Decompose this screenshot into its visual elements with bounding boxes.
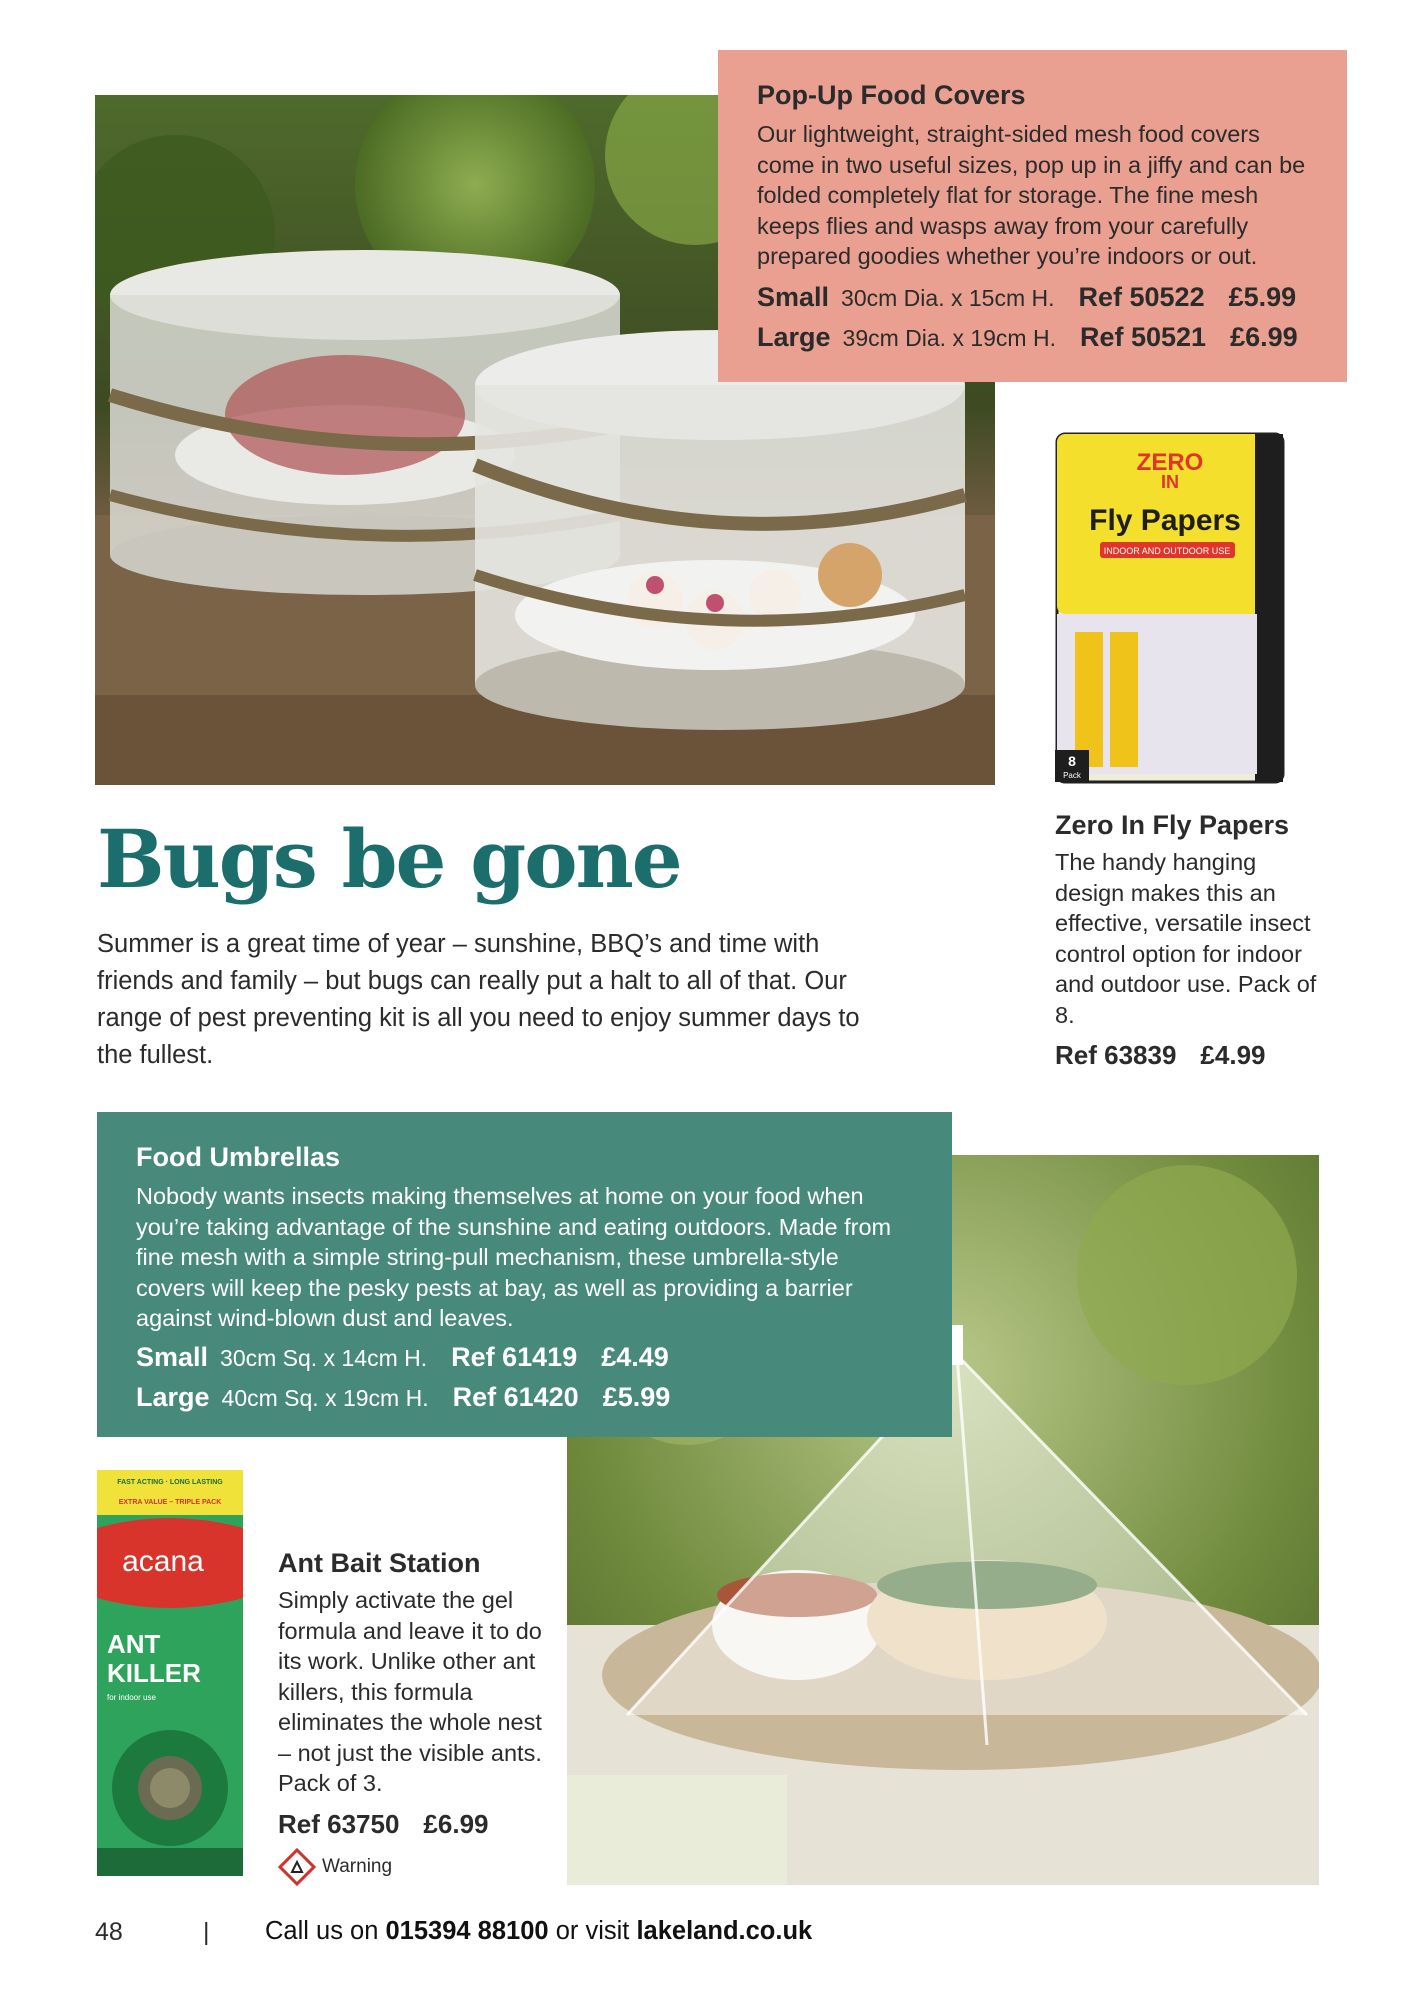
product-price: £6.99 (423, 1808, 489, 1839)
product-price: £4.49 (601, 1341, 669, 1372)
warning-label: Warning (322, 1855, 393, 1877)
size-dimensions: 39cm Dia. x 19cm H. (842, 324, 1056, 351)
food-umbrellas-size-row-large (136, 1378, 914, 1418)
page-heading: Bugs be gone (97, 812, 681, 906)
popup-covers-size-row-small (757, 278, 1309, 318)
ant-killer-brand: acana (122, 1545, 204, 1578)
popup-covers-info-box (718, 50, 1347, 382)
product-ref: Ref 61419 (451, 1341, 578, 1372)
footer-phone-number[interactable]: 015394 88100 (385, 1917, 549, 1945)
size-dimensions: 30cm Dia. x 15cm H. (841, 284, 1055, 311)
intro-paragraph: Summer is a great time of year – sunshine, BBQ’s and time with friends and family – but bugs can really put a halt to all of that. Our range of pest preventing kit is all you need to enjoy summer days to the fullest. (97, 930, 860, 1069)
size-label: Small (757, 281, 830, 312)
fly-papers-brand-bottom: IN (1161, 472, 1179, 492)
warning-notice (278, 1848, 558, 1886)
product-price: £4.99 (1200, 1040, 1266, 1070)
popup-covers-title: Pop-Up Food Covers (757, 80, 1026, 110)
product-ref: Ref 50522 (1078, 281, 1205, 312)
food-umbrellas-size-row-small (136, 1338, 914, 1378)
product-ref: Ref 50521 (1079, 321, 1207, 352)
product-price: £5.99 (1228, 281, 1297, 312)
fly-papers-description: The handy hanging design makes this an effective, versatile insect control option for indoor and outdoor use. Pack of 8. (1055, 849, 1317, 1028)
ant-killer-name-line1: ANT (107, 1629, 161, 1659)
product-ref: Ref 61420 (452, 1381, 579, 1412)
ant-killer-sub: for indoor use (107, 1693, 156, 1702)
page-number: 48 (95, 1918, 123, 1946)
size-label: Small (136, 1341, 209, 1372)
product-ref: Ref 63839 (1055, 1040, 1177, 1070)
fly-papers-package-tag: INDOOR AND OUTDOOR USE (1103, 546, 1231, 556)
fly-papers-pack-unit: Pack (1063, 771, 1081, 780)
ant-bait-info (278, 1548, 558, 1886)
ant-killer-name-line2: KILLER (107, 1658, 201, 1688)
fly-papers-package-image (1055, 432, 1287, 784)
footer-call-prefix: Call us on (265, 1917, 379, 1945)
fly-papers-price-row (1055, 1040, 1320, 1071)
footer-contact (265, 1917, 812, 1946)
size-label: Large (136, 1381, 210, 1412)
product-ref: Ref 63750 (278, 1808, 400, 1839)
fly-papers-pack-count: 8 (1068, 753, 1076, 769)
fly-papers-brand-top: ZERO (1136, 449, 1204, 476)
footer-separator: | (203, 1918, 210, 1946)
warning-hazard-icon (278, 1848, 316, 1886)
ant-bait-price-row (278, 1809, 558, 1840)
size-label: Large (757, 321, 831, 352)
ant-bait-description: Simply activate the gel formula and leave it to do its work. Unlike other ant killers, this formula eliminates the whole nest – not just the visible ants. Pack of 3. (278, 1587, 542, 1796)
food-umbrellas-description: Nobody wants insects making themselves at home on your food when you’re taking advantage of the sunshine and eating outdoors. Made from fine mesh with a simple string-pull mechanism, these umbrella-style covers will keep the pesky pests at bay, as well as providing a barrier against wind-blown dust and leaves. (136, 1183, 892, 1331)
ant-killer-top-banner: FAST ACTING · LONG LASTING (117, 1479, 223, 1486)
footer-website-link[interactable]: lakeland.co.uk (636, 1917, 813, 1945)
fly-papers-title: Zero In Fly Papers (1055, 810, 1290, 840)
size-dimensions: 40cm Sq. x 19cm H. (221, 1384, 429, 1411)
ant-killer-package-image (95, 1468, 245, 1878)
food-umbrellas-title: Food Umbrellas (136, 1142, 341, 1172)
popup-covers-description: Our lightweight, straight-sided mesh food covers come in two useful sizes, pop up in a jiffy and can be folded completely flat for storage. The fine mesh keeps flies and wasps away from your carefully prepared goodies whether you’re indoors or out. (757, 121, 1306, 269)
fly-papers-info (1055, 810, 1320, 1071)
product-price: £6.99 (1230, 321, 1298, 352)
ant-killer-value-banner: EXTRA VALUE – TRIPLE PACK (118, 1499, 222, 1506)
food-umbrellas-info-box (97, 1112, 952, 1437)
ant-bait-title: Ant Bait Station (278, 1548, 481, 1578)
popup-covers-size-row-large (757, 318, 1309, 358)
fly-papers-package-name: Fly Papers (1089, 504, 1241, 537)
product-price: £5.99 (602, 1381, 671, 1412)
size-dimensions: 30cm Sq. x 14cm H. (220, 1344, 428, 1371)
footer-visit: or visit (555, 1917, 630, 1945)
